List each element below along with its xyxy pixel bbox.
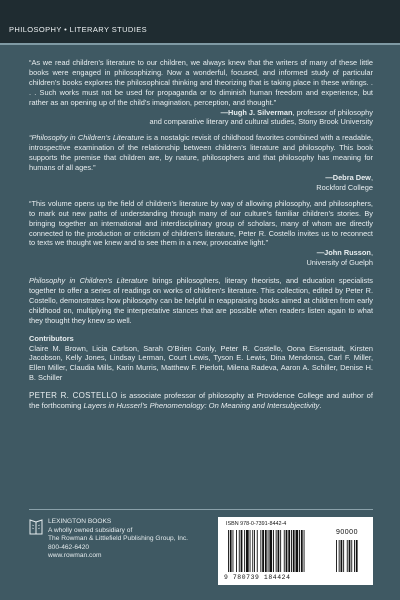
header-divider: [0, 43, 400, 45]
blurb-2-author: —Debra Dew: [325, 172, 371, 182]
blurb-1-affiliation: and comparative literary and cultural studies, Stony Brook University: [149, 117, 373, 127]
blurb-1-text: “As we read children’s literature to our children, we always knew that the writers of many of these little books were engaged in philosophizing. Now a wonderful, focused, and informed study of particular children’s books explores the philosophical thinking and theorizing that is taking place in these writings. . . . Such works must not be used for propaganda or to diminish human freedom and experience, but rather as an opening up of the child’s imagination, perception, and thought.”: [29, 58, 373, 107]
publisher-line-2: The Rowman & Littlefield Publishing Group, Inc.: [48, 535, 189, 543]
blurb-2-body: is a nostalgic revisit of childhood favorites combined with a readable, introspective examination of the relationship between children’s literature and philosophy. This book supports the premise that children are, by nature, philosophers and that philosophy has meaning for humans of all ages.”: [29, 133, 373, 173]
blurb-3-comma: ,: [370, 248, 373, 258]
publisher-name: LEXINGTON BOOKS: [48, 518, 112, 525]
author-bio: [29, 391, 373, 411]
barcode-panel: [218, 517, 373, 585]
description-book-title: Philosophy in Children’s Literature: [29, 276, 148, 286]
blurb-3-text: “This volume opens up the field of children’s literature by way of allowing philosophy, and philosophers, to mark out new paths of understanding through many of our culture’s familiar children’s stories. By bringing together an international and interdisciplinary group of scholars, many of whom are directly connected to the production or criticism of children’s literature, Peter R. Costello invites us to reconnect to texts we thought we knew and to see them in a new, provocative light.”: [29, 198, 373, 248]
publisher-phone: 800-462-6420: [48, 543, 90, 551]
blurb-3-author: —John Russon: [316, 248, 371, 258]
category-label: PHILOSOPHY • LITERARY STUDIES: [9, 25, 148, 34]
back-cover-text: [29, 58, 373, 411]
barcode-image: [226, 528, 366, 574]
author-name: PETER R. COSTELLO: [29, 391, 118, 401]
publisher-line-1: A wholly owned subsidiary of: [48, 526, 133, 534]
blurb-1-attribution: [29, 108, 373, 128]
publisher-logo-icon: [29, 519, 43, 535]
blurb-2-affiliation: Rockford College: [316, 182, 373, 192]
blurb-2-attribution: [29, 173, 373, 193]
blurb-2-text: [29, 133, 373, 173]
price-code: 90000: [336, 529, 358, 536]
blurb-3-attribution: [29, 248, 373, 268]
blurb-1-role: , professor of philosophy: [292, 107, 373, 117]
blurb-2-book-title: “Philosophy in Children’s Literature: [29, 133, 145, 143]
description-body: brings philosophers, literary theorists, and education specialists together to offer a series of readings on works of children’s literature. This collection, edited by Peter R. Costello, demonstrates how philosophy can be helpful in reappraising books aimed at children from early childhood on, multiplying the interpretative stances that are possible when readers listen again to what they thought they knew so well.: [29, 276, 373, 325]
blurb-1-author: —Hugh J. Silverman: [220, 107, 293, 117]
publisher-website[interactable]: www.rowman.com: [48, 552, 102, 560]
blurb-2-comma: ,: [370, 172, 373, 182]
footer-divider: [29, 509, 373, 510]
contributors-heading: Contributors: [29, 333, 74, 343]
barcode-number: 9 780739 184424: [224, 574, 291, 581]
header-bar: [0, 0, 400, 44]
contributors-list: Claire M. Brown, Licia Carlson, Sarah O’Brien Conly, Peter R. Costello, Oona Eisenstadt, Kirsten Jacobson, Kelly Jones, Lindsay Lerman, Court Lewis, Tyson E. Lewis, Dina Mendonca, Carl F. Miller, Ellen Miller, Claudia Mills, Karin Murris, Matthew F. Pierlott, Milena Radeva, Aaron A. Schiller, Denise H. B. Schiller: [29, 343, 373, 383]
author-bio-end: .: [319, 401, 322, 411]
author-forthcoming-book: Layers in Husserl’s Phenomenology: On Meaning and Intersubjectivity: [83, 401, 320, 411]
author-bio-text: is associate professor of philosophy at Providence College and author of the forthcoming: [29, 391, 373, 411]
isbn-label: ISBN 978-0-7391-8442-4: [226, 521, 287, 527]
publisher-info: [48, 518, 188, 561]
blurb-3-affiliation: University of Guelph: [306, 258, 373, 268]
book-description: [29, 276, 373, 326]
